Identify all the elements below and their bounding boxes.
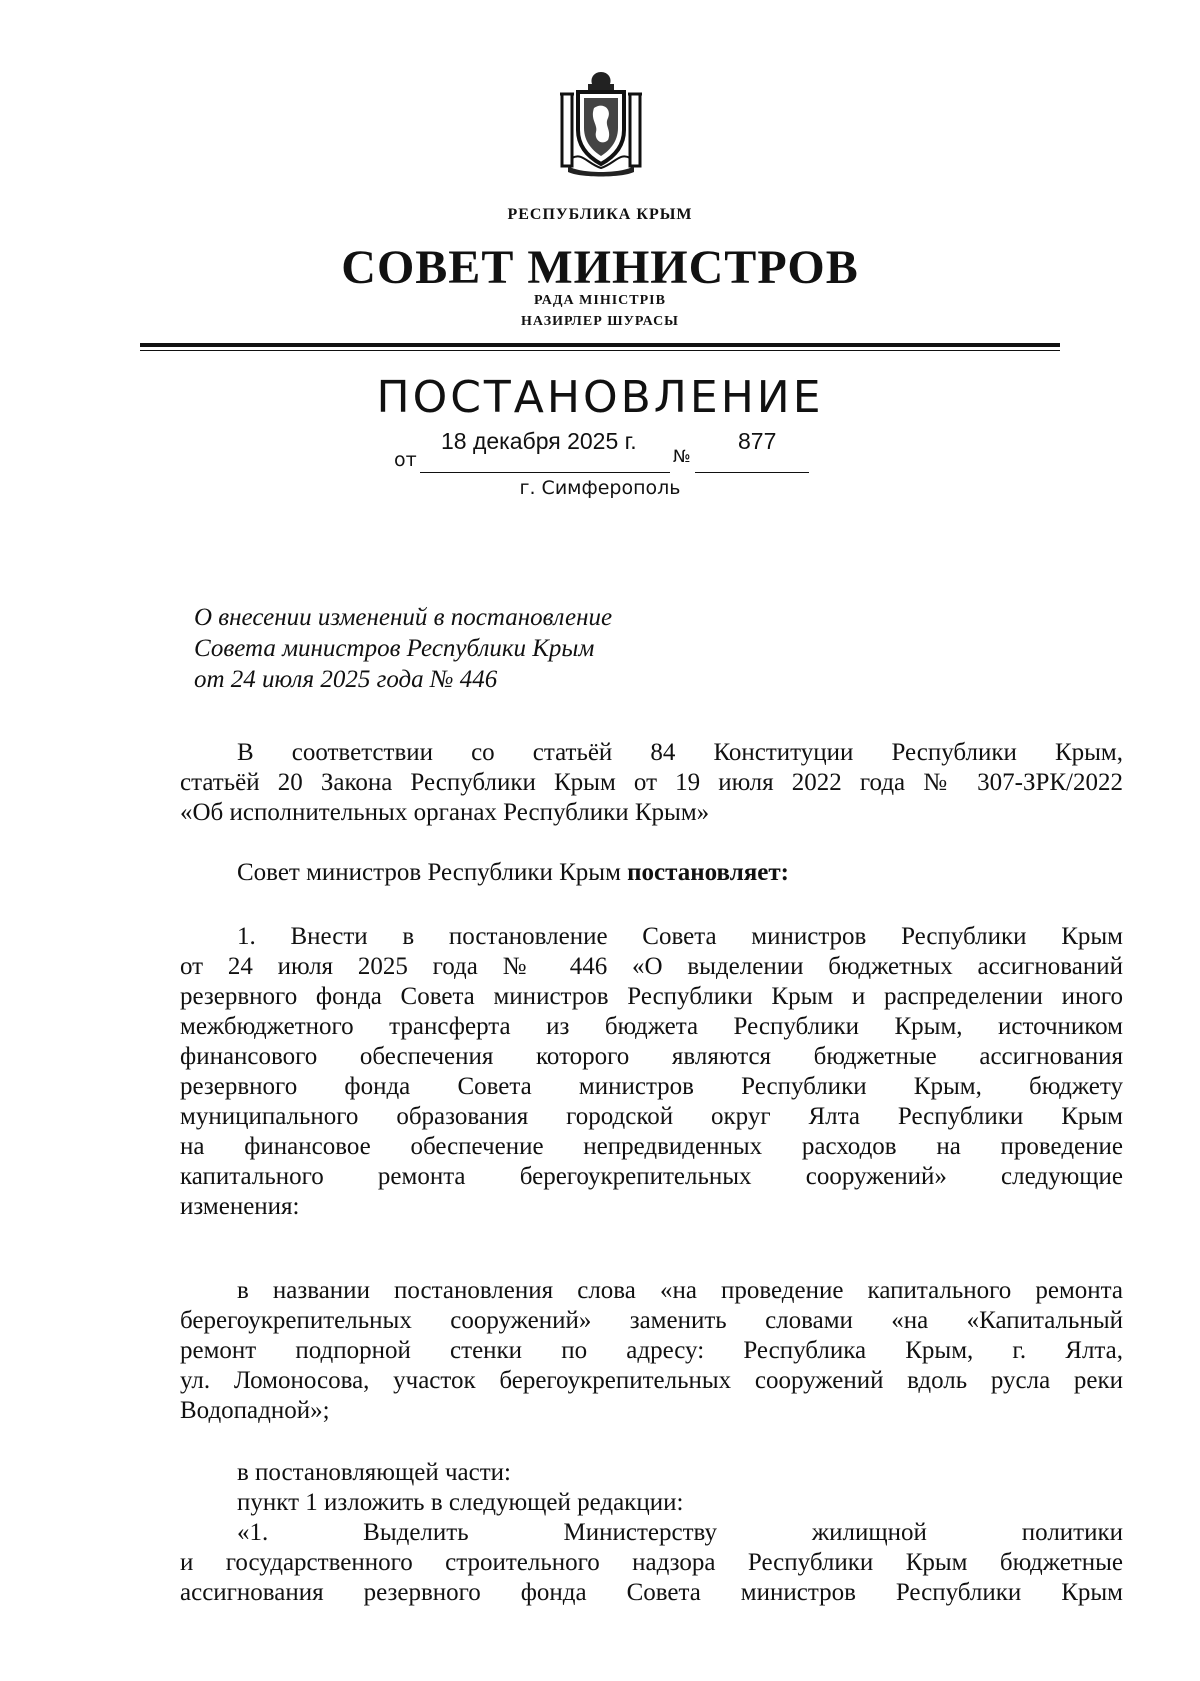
number-underline [695, 472, 809, 473]
operative-part-line: в постановляющей части: [237, 1459, 511, 1486]
paragraph-line: резервного фонда Совета министров Республики Крым и распределении иного [180, 983, 1123, 1010]
paragraph-line: берегоукрепительных сооружений» заменить словами «на «Капитальный [180, 1307, 1123, 1334]
document-type-title: ПОСТАНОВЛЕНИЕ [376, 372, 824, 423]
point-1-text-paragraph [180, 1518, 1123, 1608]
header-rule-thin [140, 350, 1060, 351]
paragraph-line: статьёй 20 Закона Республики Крым от 19 июля 2022 года № 307-ЗРК/2022 [180, 769, 1123, 796]
paragraph-line: в названии постановления слова «на проведение капитального ремонта [237, 1277, 1123, 1304]
paragraph-line: 1. Внести в постановление Совета министров Республики Крым [237, 923, 1123, 950]
document-date: 18 декабря 2025 г. [441, 428, 637, 454]
republic-name: РЕСПУБЛИКА КРЫМ [507, 206, 693, 223]
subject-line: Совета министров Республики Крым [194, 635, 595, 662]
paragraph-line: «Об исполнительных органах Республики Крым» [180, 799, 710, 826]
document-number: 877 [738, 428, 777, 454]
paragraph-line: и государственного строительного надзора Республики Крым бюджетные [180, 1549, 1123, 1576]
paragraph-line: В соответствии со статьёй 84 Конституции Республики Крым, [237, 739, 1123, 766]
coat-of-arms-emblem [554, 68, 648, 180]
document-subject [194, 602, 612, 695]
resolves-paragraph [180, 858, 1123, 888]
title-change-paragraph [180, 1276, 1123, 1426]
paragraph-line: резервного фонда Совета министров Республики Крым, бюджету [180, 1073, 1123, 1100]
paragraph-line: на финансовое обеспечение непредвиденных расходов на проведение [180, 1133, 1123, 1160]
council-name: СОВЕТ МИНИСТРОВ [341, 241, 859, 294]
number-label: № [673, 447, 691, 467]
paragraph-line: муниципального образования городской округ Ялта Республики Крым [180, 1103, 1123, 1130]
date-label: от [394, 449, 417, 471]
subject-line: О внесении изменений в постановление [194, 604, 613, 631]
resolves-keyword: постановляет: [627, 859, 789, 886]
date-underline [420, 472, 670, 473]
paragraph-line: «1. Выделить Министерству жилищной политики [237, 1519, 1123, 1546]
paragraph-line: Водопадной»; [180, 1397, 330, 1424]
council-name-crh: НАЗИРЛЕР ШУРАСЫ [521, 314, 679, 329]
paragraph-line: ассигнования резервного фонда Совета министров Республики Крым [180, 1579, 1123, 1606]
paragraph-line: изменения: [180, 1193, 300, 1220]
resolves-prefix: Совет министров Республики Крым [237, 859, 628, 886]
point-1-intro-line: пункт 1 изложить в следующей редакции: [237, 1489, 684, 1516]
council-name-ua: РАДА МІНІСТРІВ [534, 293, 666, 308]
paragraph-line: ремонт подпорной стенки по адресу: Республика Крым, г. Ялта, [180, 1337, 1123, 1364]
header-rule-thick [140, 343, 1060, 347]
item-1-paragraph [180, 922, 1123, 1222]
paragraph-line: капитального ремонта берегоукрепительных сооружений» следующие [180, 1163, 1123, 1190]
subject-line: от 24 июля 2025 года № 446 [194, 666, 498, 693]
paragraph-line: ул. Ломоносова, участок берегоукрепительных сооружений вдоль русла реки [180, 1367, 1123, 1394]
preamble-paragraph [180, 738, 1123, 828]
paragraph-line: межбюджетного трансферта из бюджета Республики Крым, источником [180, 1013, 1123, 1040]
document-city: г. Симферополь [519, 477, 681, 499]
paragraph-line: от 24 июля 2025 года № 446 «О выделении бюджетных ассигнований [180, 953, 1123, 980]
paragraph-line: финансового обеспечения которого являются бюджетные ассигнования [180, 1043, 1123, 1070]
